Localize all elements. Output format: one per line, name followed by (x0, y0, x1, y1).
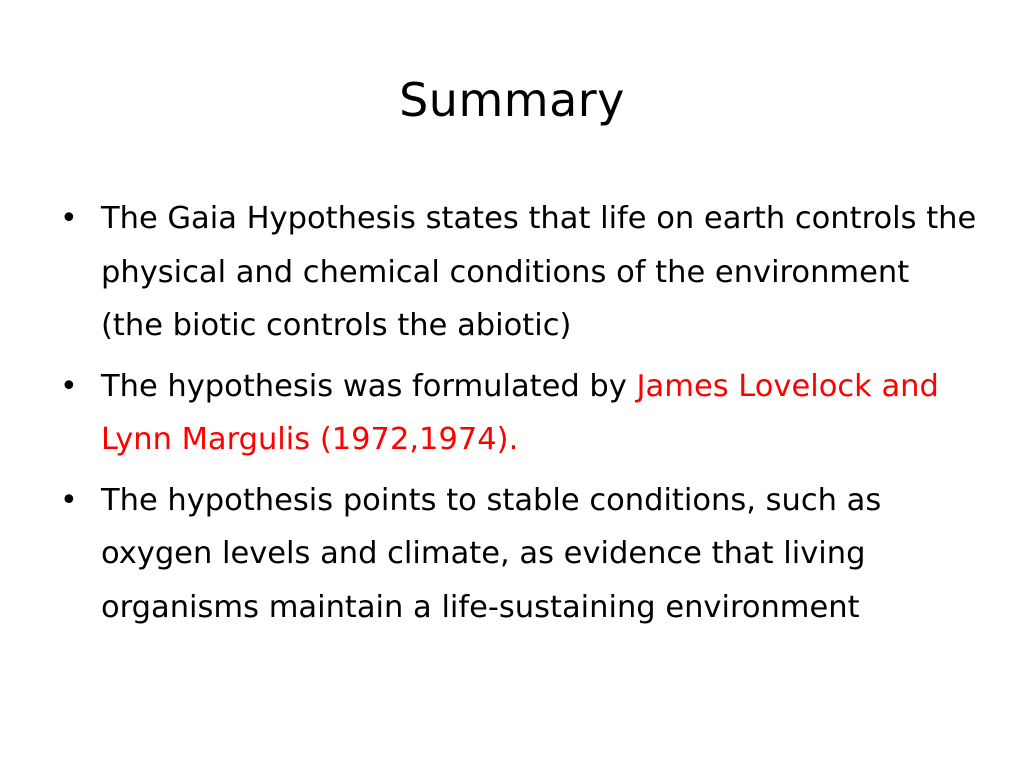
slide-title: Summary (399, 73, 625, 127)
bullet-item-stable-conditions (60, 474, 980, 635)
bullet-icon: • (60, 201, 78, 236)
bullet-text: The hypothesis was formulated by (101, 368, 637, 404)
bullet-text: The Gaia Hypothesis states that life on earth controls the physical and chemical conditions of the environment (the biotic controls the abiotic) (101, 201, 977, 343)
bullet-list (60, 192, 980, 641)
bullet-icon: • (60, 482, 78, 518)
bullet-icon: • (60, 368, 78, 404)
bullet-text: The hypothesis points to stable conditions, such as oxygen levels and climate, as evidence that living organisms maintain a life-sustaining environment (101, 482, 882, 625)
bullet-item-formulated-by (60, 360, 980, 467)
bullet-item-gaia-definition (60, 192, 980, 353)
highlighted-authors: James Lovelock and Lynn Margulis (1972,1974). (101, 368, 939, 457)
